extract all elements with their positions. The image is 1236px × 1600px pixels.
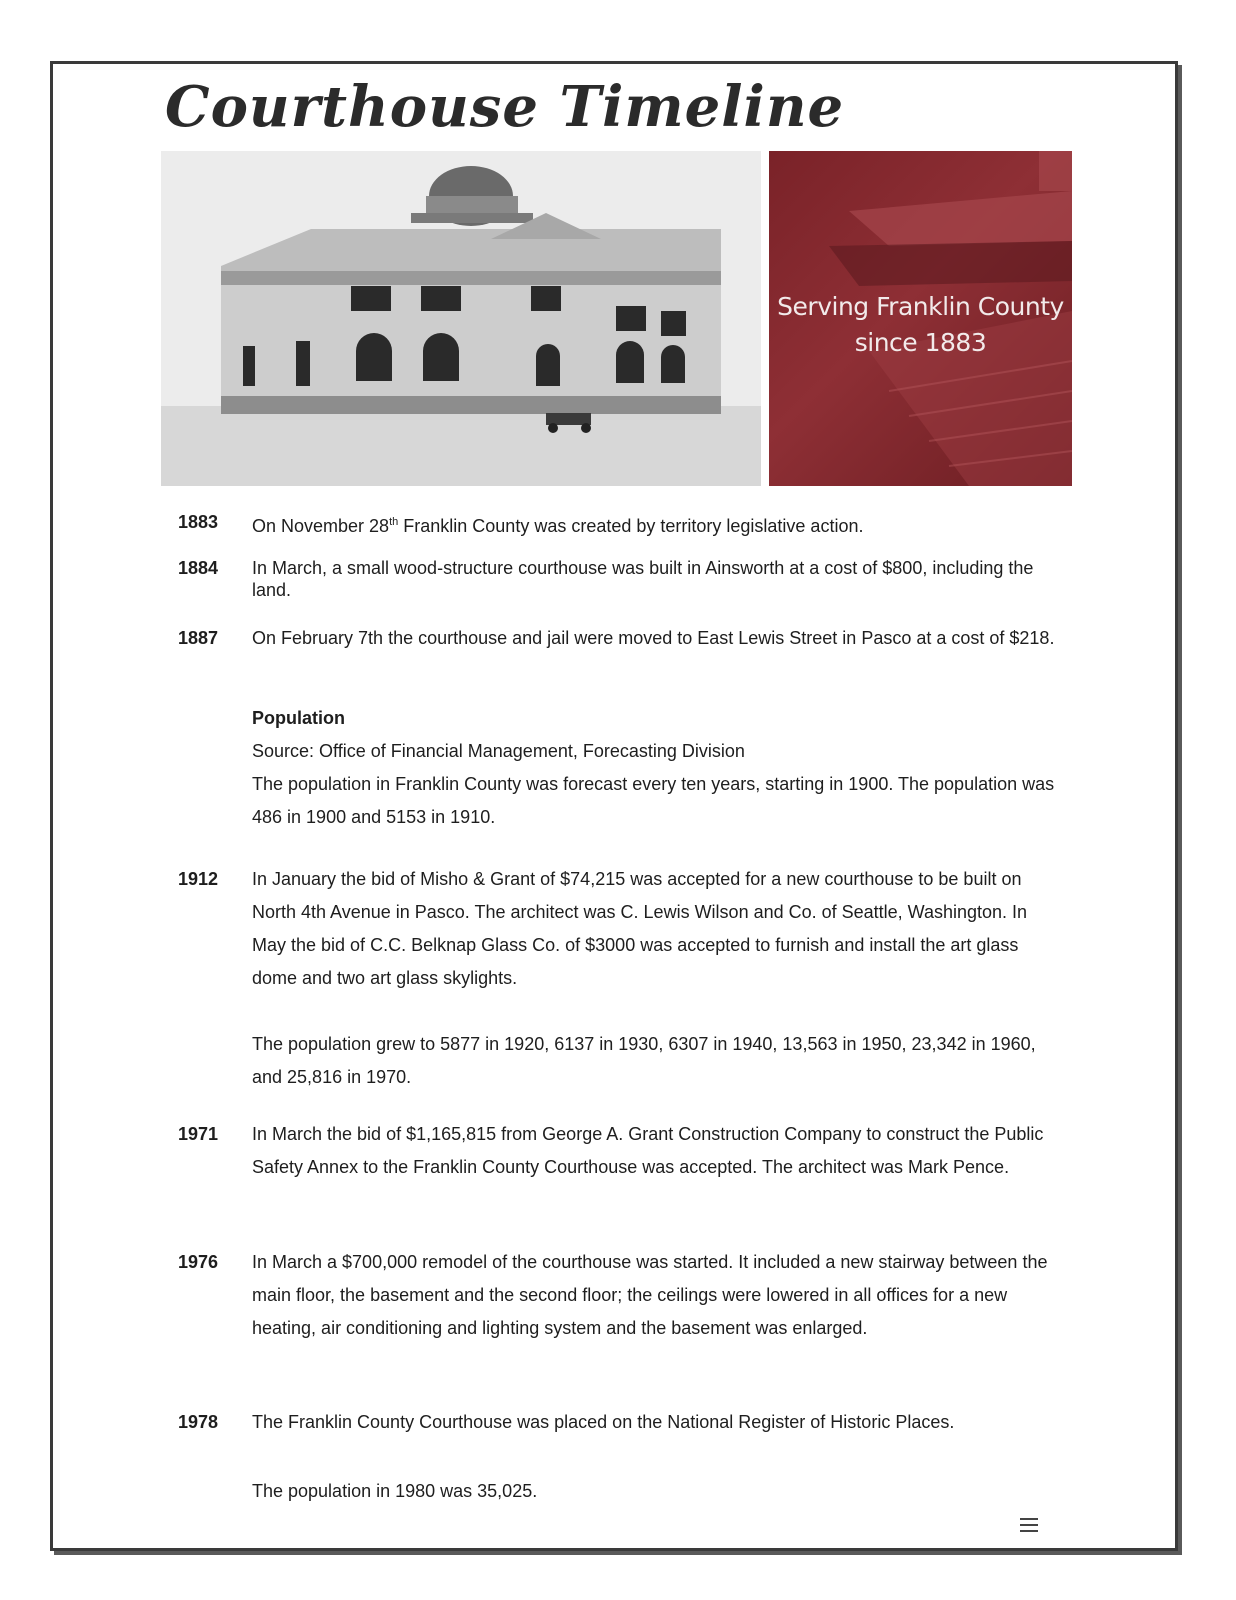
entry-year: 1883 bbox=[178, 512, 219, 532]
courthouse-photo bbox=[161, 151, 761, 486]
entry-year: 1978 bbox=[178, 1412, 219, 1432]
entry-year: 1976 bbox=[178, 1252, 219, 1272]
population-section bbox=[178, 702, 1058, 834]
entry-text: In March the bid of $1,165,815 from George A. Grant Construction Company to construct the Public Safety Annex to the Franklin County Courthouse was accepted. The architect was Mark Pence. bbox=[252, 1124, 1044, 1177]
timeline-entry-1884 bbox=[178, 557, 1058, 601]
entry-year: 1884 bbox=[178, 558, 219, 578]
population-heading: Population bbox=[252, 708, 345, 728]
entry-text: In January the bid of Misho & Grant of $74,215 was accepted for a new courthouse to be built on North 4th Avenue in Pasco. The architect was C. Lewis Wilson and Co. of Seattle, Washington. In May the bid of C.C. Belknap Glass Co. of $3000 was accepted to furnish and install the art glass dome and two art glass skylights. bbox=[252, 869, 1028, 988]
banner-line-2: since 1883 bbox=[854, 328, 987, 357]
banner bbox=[769, 151, 1072, 486]
entry-text: On November 28th Franklin County was created by territory legislative action. bbox=[252, 516, 864, 536]
population-body: The population in Franklin County was forecast every ten years, starting in 1900. The population was 486 in 1900 and 5153 in 1910. bbox=[252, 774, 1055, 827]
timeline-entry-1971 bbox=[178, 1118, 1058, 1184]
page-title: Courthouse Timeline bbox=[165, 74, 845, 140]
timeline-entry-1978 bbox=[178, 1406, 1058, 1508]
timeline-entry-1912 bbox=[178, 863, 1058, 1094]
timeline-entry-1887 bbox=[178, 627, 1058, 649]
population-source: Source: Office of Financial Management, Forecasting Division bbox=[252, 741, 745, 761]
entry-year: 1887 bbox=[178, 628, 219, 648]
entry-text: The Franklin County Courthouse was placed on the National Register of Historic Places. bbox=[252, 1412, 955, 1432]
entry-population: The population in 1980 was 35,025. bbox=[252, 1481, 538, 1501]
entry-text: On February 7th the courthouse and jail were moved to East Lewis Street in Pasco at a cost of $218. bbox=[252, 628, 1055, 648]
entry-year: 1912 bbox=[178, 869, 219, 889]
entry-text: In March, a small wood-structure courthouse was built in Ainsworth at a cost of $800, including the land. bbox=[252, 558, 1034, 600]
entry-text: In March a $700,000 remodel of the courthouse was started. It included a new stairway between the main floor, the basement and the second floor; the ceilings were lowered in all offices for a new heating, air conditioning and lighting system and the basement was enlarged. bbox=[252, 1252, 1048, 1338]
entry-year: 1971 bbox=[178, 1124, 219, 1144]
entry-population: The population grew to 5877 in 1920, 6137 in 1930, 6307 in 1940, 13,563 in 1950, 23,342 in 1960, and 25,816 in 1970. bbox=[252, 1034, 1036, 1087]
banner-line-1: Serving Franklin County bbox=[777, 292, 1064, 321]
menu-icon[interactable] bbox=[1020, 1518, 1038, 1532]
timeline-entry-1883 bbox=[178, 511, 1058, 537]
timeline-entry-1976 bbox=[178, 1246, 1058, 1345]
